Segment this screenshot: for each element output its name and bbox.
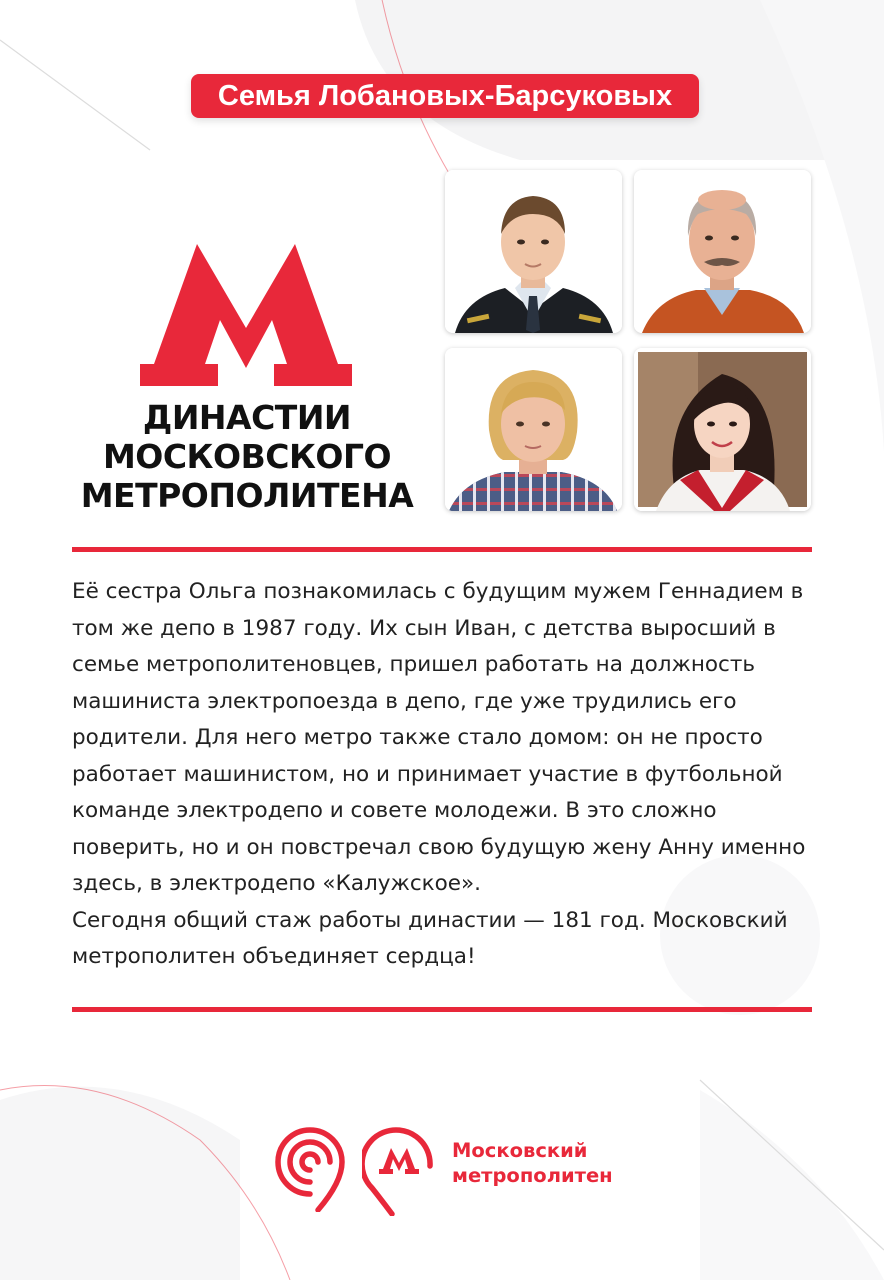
footer-brand-line-2: метрополитен (452, 1164, 613, 1187)
photo-blonde-woman (445, 348, 622, 511)
heading-line-1: ДИНАСТИИ (142, 398, 352, 437)
story-paragraph-1: Её сестра Ольга познакомилась с будущим мужем Геннадием в том же депо в 1987 году. Их сын Иван, с детства выросший в семье метрополитеновцев, пришел работать на должность машиниста электропоезда в депо, где уже трудились его родители. Для него метро также стало домом: он не просто работает машинистом, но и принимает участие в футбольной команде электродепо и совете молодежи. В это сложно поверить, но и он повстречал свою будущую жену Анну именно здесь, в электродепо «Калужское». (72, 579, 806, 896)
dynasty-heading (40, 398, 454, 515)
footer-brand-name (452, 1138, 613, 1188)
page-title: Семья Лобановых-Барсуковых (191, 74, 699, 118)
photo-young-man (445, 170, 622, 333)
divider-top (72, 547, 812, 552)
metro-m-logo-icon (140, 244, 352, 386)
photo-dark-haired-woman (634, 348, 811, 511)
heading-line-2: МОСКОВСКОГО (102, 437, 392, 476)
moscow-logo-icon (272, 1126, 348, 1212)
metro-logo-icon (362, 1124, 436, 1216)
story-paragraph-2: Сегодня общий стаж работы династии — 181 год. Московский метрополитен объединяет сердца! (72, 907, 788, 969)
story-text (72, 574, 822, 976)
footer-brand-line-1: Московский (452, 1139, 588, 1162)
photo-older-man (634, 170, 811, 333)
heading-line-3: МЕТРОПОЛИТЕНА (80, 476, 414, 515)
divider-bottom (72, 1007, 812, 1012)
